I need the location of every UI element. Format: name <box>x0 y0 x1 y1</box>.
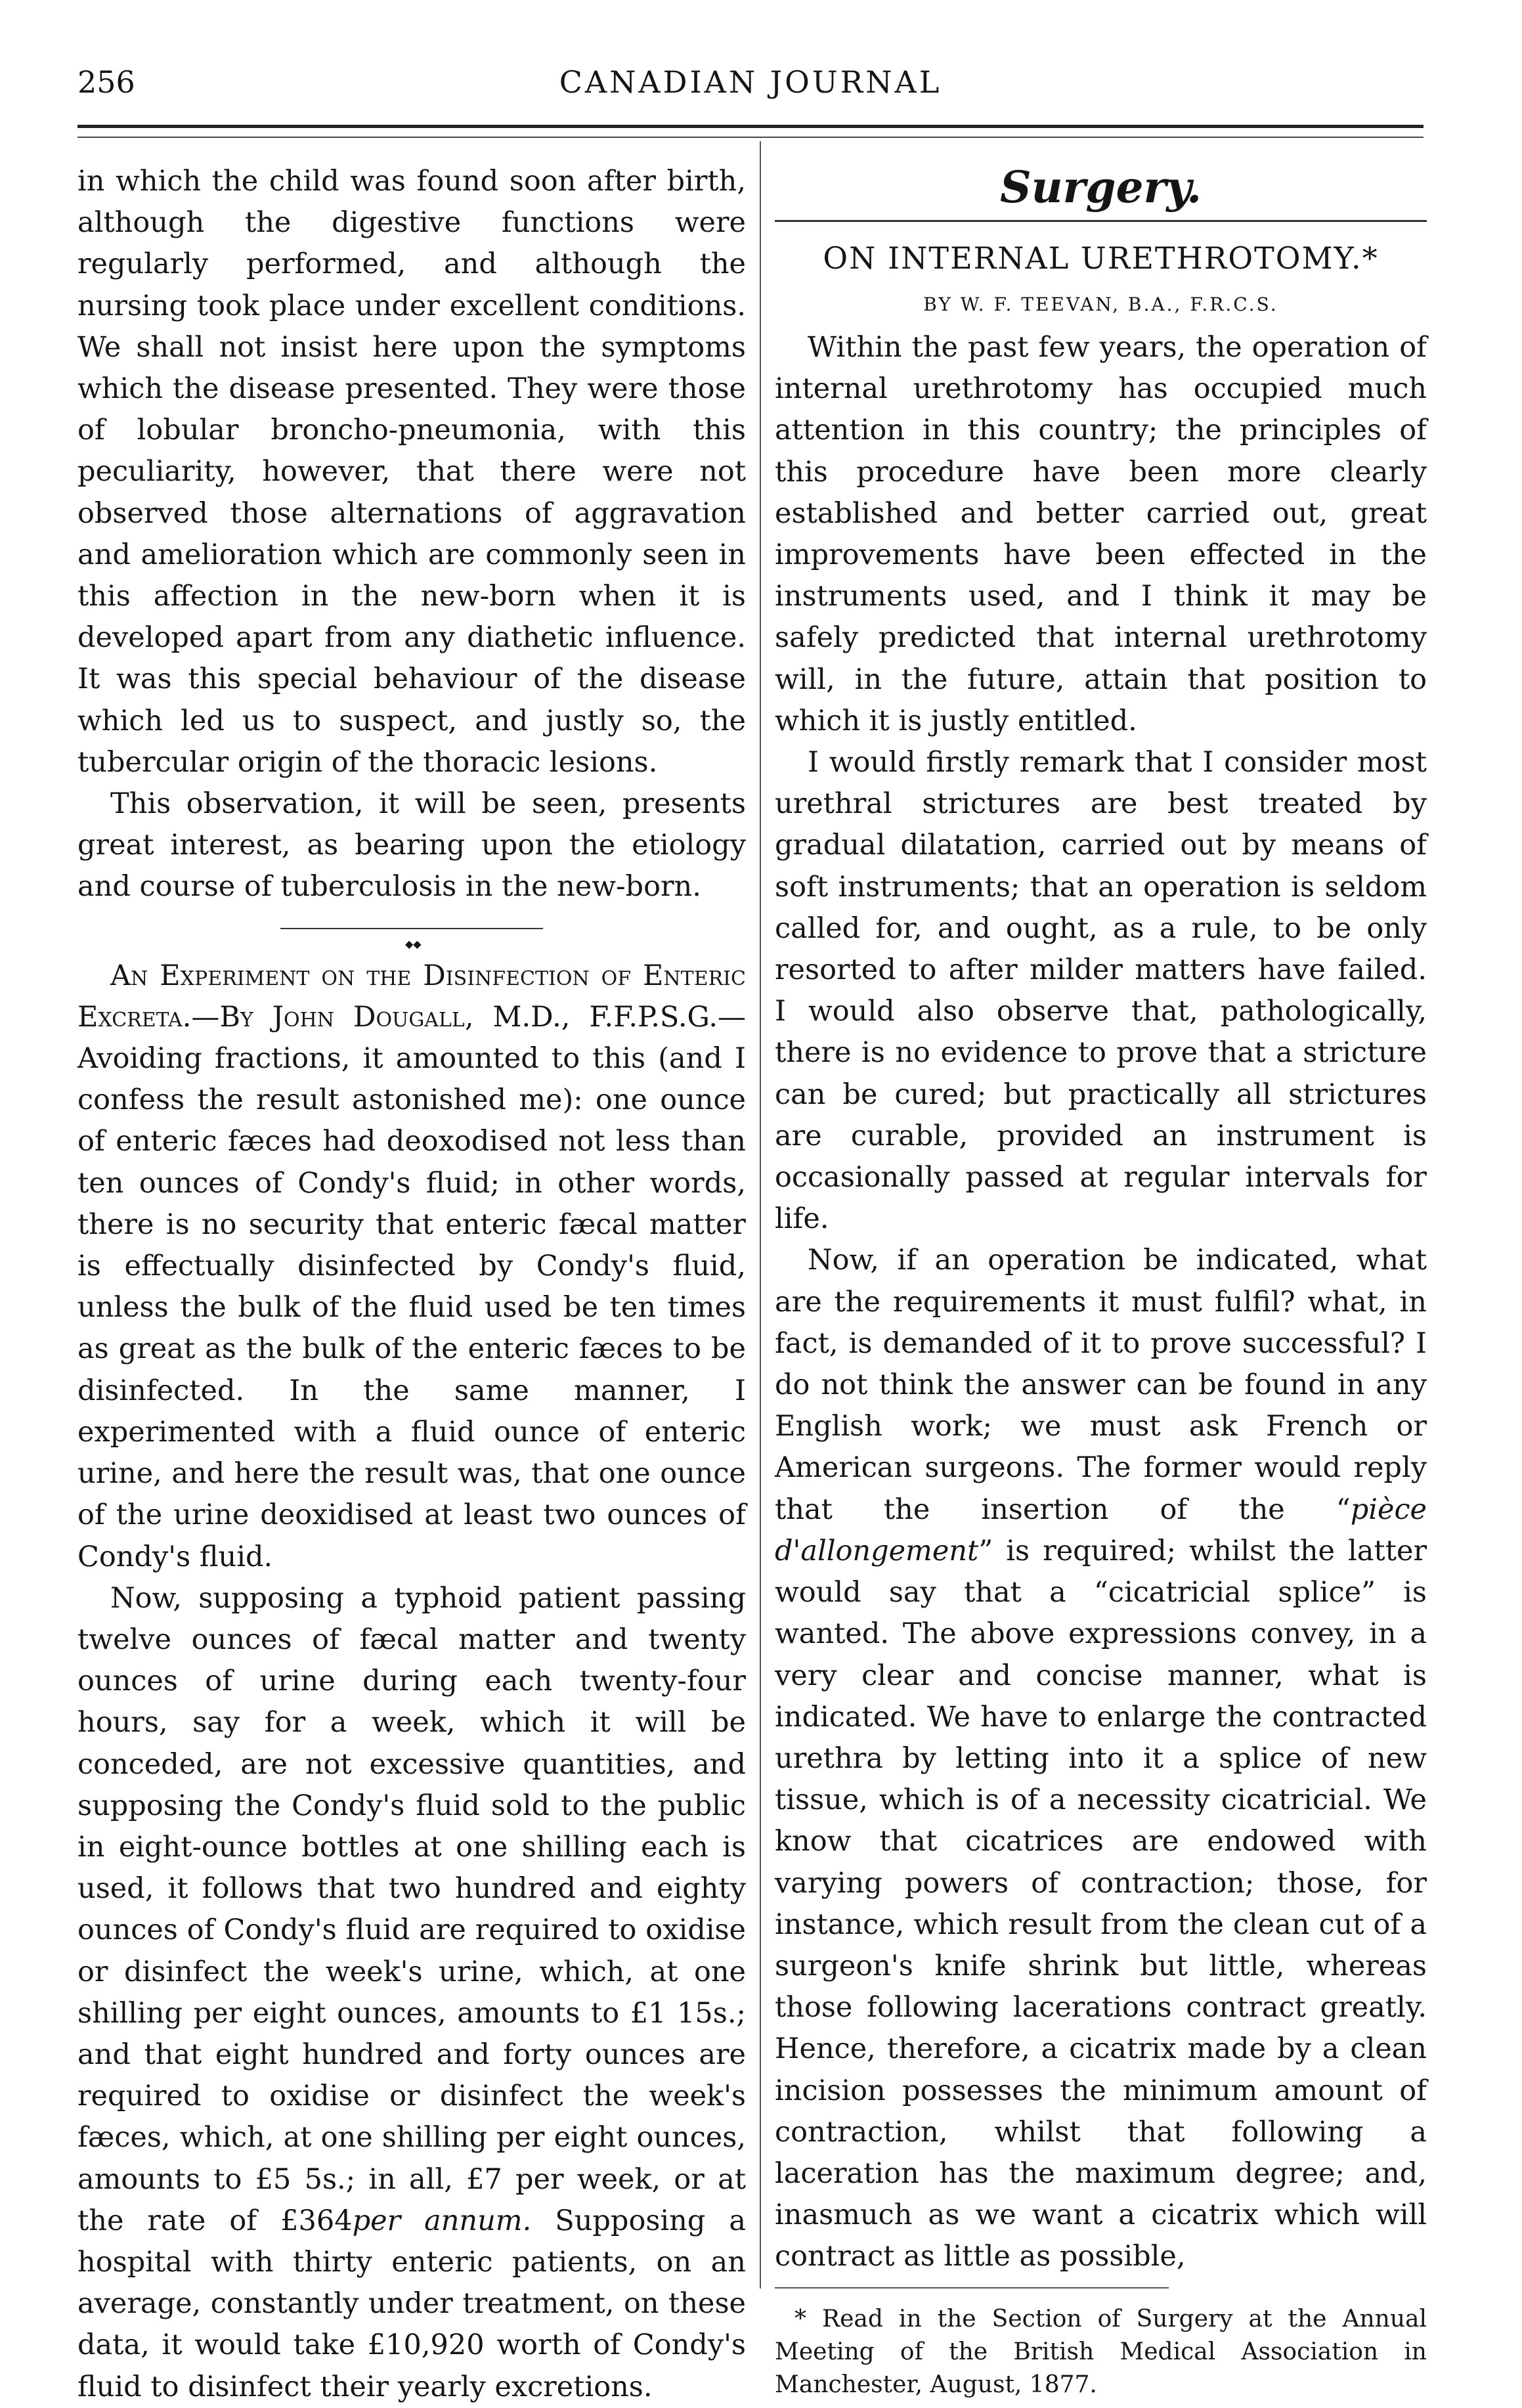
footnote: * Read in the Section of Surgery at the Annual Meeting of the British Medical Association in Manchester, August, 1877. <box>775 2305 1427 2398</box>
paragraph-text: Supposing a hospital with thirty enteric patients, on an average, constantly under treatment, on these data, it would take £10,920 worth of Condy's fluid to disinfect their yearly excretions. <box>77 2204 746 2403</box>
paragraph <box>775 1240 1427 2277</box>
paragraph: I would firstly remark that I consider most urethral strictures are best treated by gradual dilatation, carried out by means of soft instruments; that an operation is seldom called for, and ought, as a rule, to be only resorted to after milder matters have failed. I would also observe that, pathologically, there is no evidence to prove that a stricture can be cured; but practically all strictures are curable, provided an instrument is occasionally passed at regular intervals for life. <box>775 746 1427 1236</box>
paragraph-text: Now, supposing a typhoid patient passing twelve ounces of fæcal matter and twenty ounces of urine during each twenty-four hours, say for a week, which it will be conceded, are not excessive quantities, and supposing the Condy's fluid sold to the public in eight-ounce bottles at one shilling each is used, it follows that two hundred and eighty ounces of Condy's fluid are required to oxidise or disinfect the week's urine, which, at one shilling per eight ounces, amounts to £1 15s.; and that eight hundred and forty ounces are required to oxidise or disinfect the week's fæces, which, at one shilling per eight ounces, amounts to £5 5s.; in all, £7 per week, or at the rate of £364 <box>77 1581 746 2237</box>
section-rule <box>775 220 1427 222</box>
italic-text: per annum. <box>352 2204 532 2237</box>
byline: BY W. F. TEEVAN, B.A., F.R.C.S. <box>923 294 1278 315</box>
paragraph: Within the past few years, the operation of internal urethrotomy has occupied much attention in this country; the principles of this procedure have been more clearly established and better carried out, great improvements have been effected in the instruments used, and I think it may be safely predicted that internal urethrotomy will, in the future, attain that position to which it is justly entitled. <box>775 331 1427 737</box>
paragraph: This observation, it will be seen, presents great interest, as bearing upon the etiology and course of tuberculosis in the new-born. <box>77 787 746 904</box>
paragraph-text: —Avoiding fractions, it amounted to this (and I confess the result astonished me): one ounce of enteric fæces had deoxodised not less than ten ounces of Condy's fluid; in other words, there is no security that enteric fæcal matter is effectually disinfected by Condy's fluid, unless the bulk of the fluid used be ten times as great as the bulk of the enteric fæces to be disinfected. In the same manner, I experimented with a fluid ounce of enteric urine, and here the result was, that one ounce of the urine deoxidised at least two ounces of Condy's fluid. <box>77 1000 746 1573</box>
right-column <box>775 161 1427 2401</box>
page-header <box>77 64 1424 110</box>
running-head: CANADIAN JOURNAL <box>559 64 942 100</box>
header-rule <box>77 125 1424 128</box>
page-number: 256 <box>77 64 135 100</box>
article-title: ON INTERNAL URETHROTOMY.* <box>823 240 1379 276</box>
article-author: —By John Dougall, M.D., F.F.P.S.G. <box>191 1000 718 1034</box>
column-divider <box>760 141 761 2288</box>
paragraph: in which the child was found soon after birth, although the digestive functions were regularly performed, and although the nursing took place under excellent conditions. We shall not insist here upon the symptoms which the disease presented. They were those of lobular broncho-pneumonia, with this peculiarity, however, that there were not observed those alternations of aggravation and amelioration which are commonly seen in this affection in the new-born when it is developed apart from any diathetic influence. It was this special behaviour of the disease which led us to suspect, and justly so, the tubercular origin of the thoracic lesions. <box>77 165 746 779</box>
divider-ornament: ◆◆ <box>405 937 422 950</box>
italic-text: pièce d'allongement <box>775 1493 1427 1567</box>
left-column <box>77 161 746 2408</box>
paragraph <box>77 1578 746 2408</box>
footnote-rule <box>775 2287 1169 2288</box>
paragraph-text: ” is required; whilst the latter would say that a “cicatricial splice” is wanted. The above expressions convey, in a very clear and concise manner, what is indicated. We have to enlarge the contracted urethra by letting into it a splice of new tissue, which is of a necessity cicatricial. We know that cicatrices are endowed with varying powers of contraction; those, for instance, which result from the clean cut of a surgeon's knife shrink but little, whereas those following lacerations contract greatly. Hence, therefore, a cicatrix made by a clean incision possesses the minimum amount of contraction, whilst that following a laceration has the maximum degree; and, inasmuch as we want a cicatrix which will contract as little as possible, <box>775 1534 1427 2273</box>
article-paragraph <box>77 955 746 1578</box>
header-rule-thin <box>77 137 1424 138</box>
article-title: An Experiment on the Disinfection of Enteric Excreta. <box>77 959 746 1034</box>
section-divider <box>280 928 543 950</box>
paragraph-text: Now, if an operation be indicated, what are the requirements it must fulfil? what, in fact, is demanded of it to prove successful? I do not think the answer can be found in any English work; we must ask French or American surgeons. The former would reply that the insertion of the “ <box>775 1244 1427 1526</box>
section-title: Surgery. <box>999 162 1202 213</box>
